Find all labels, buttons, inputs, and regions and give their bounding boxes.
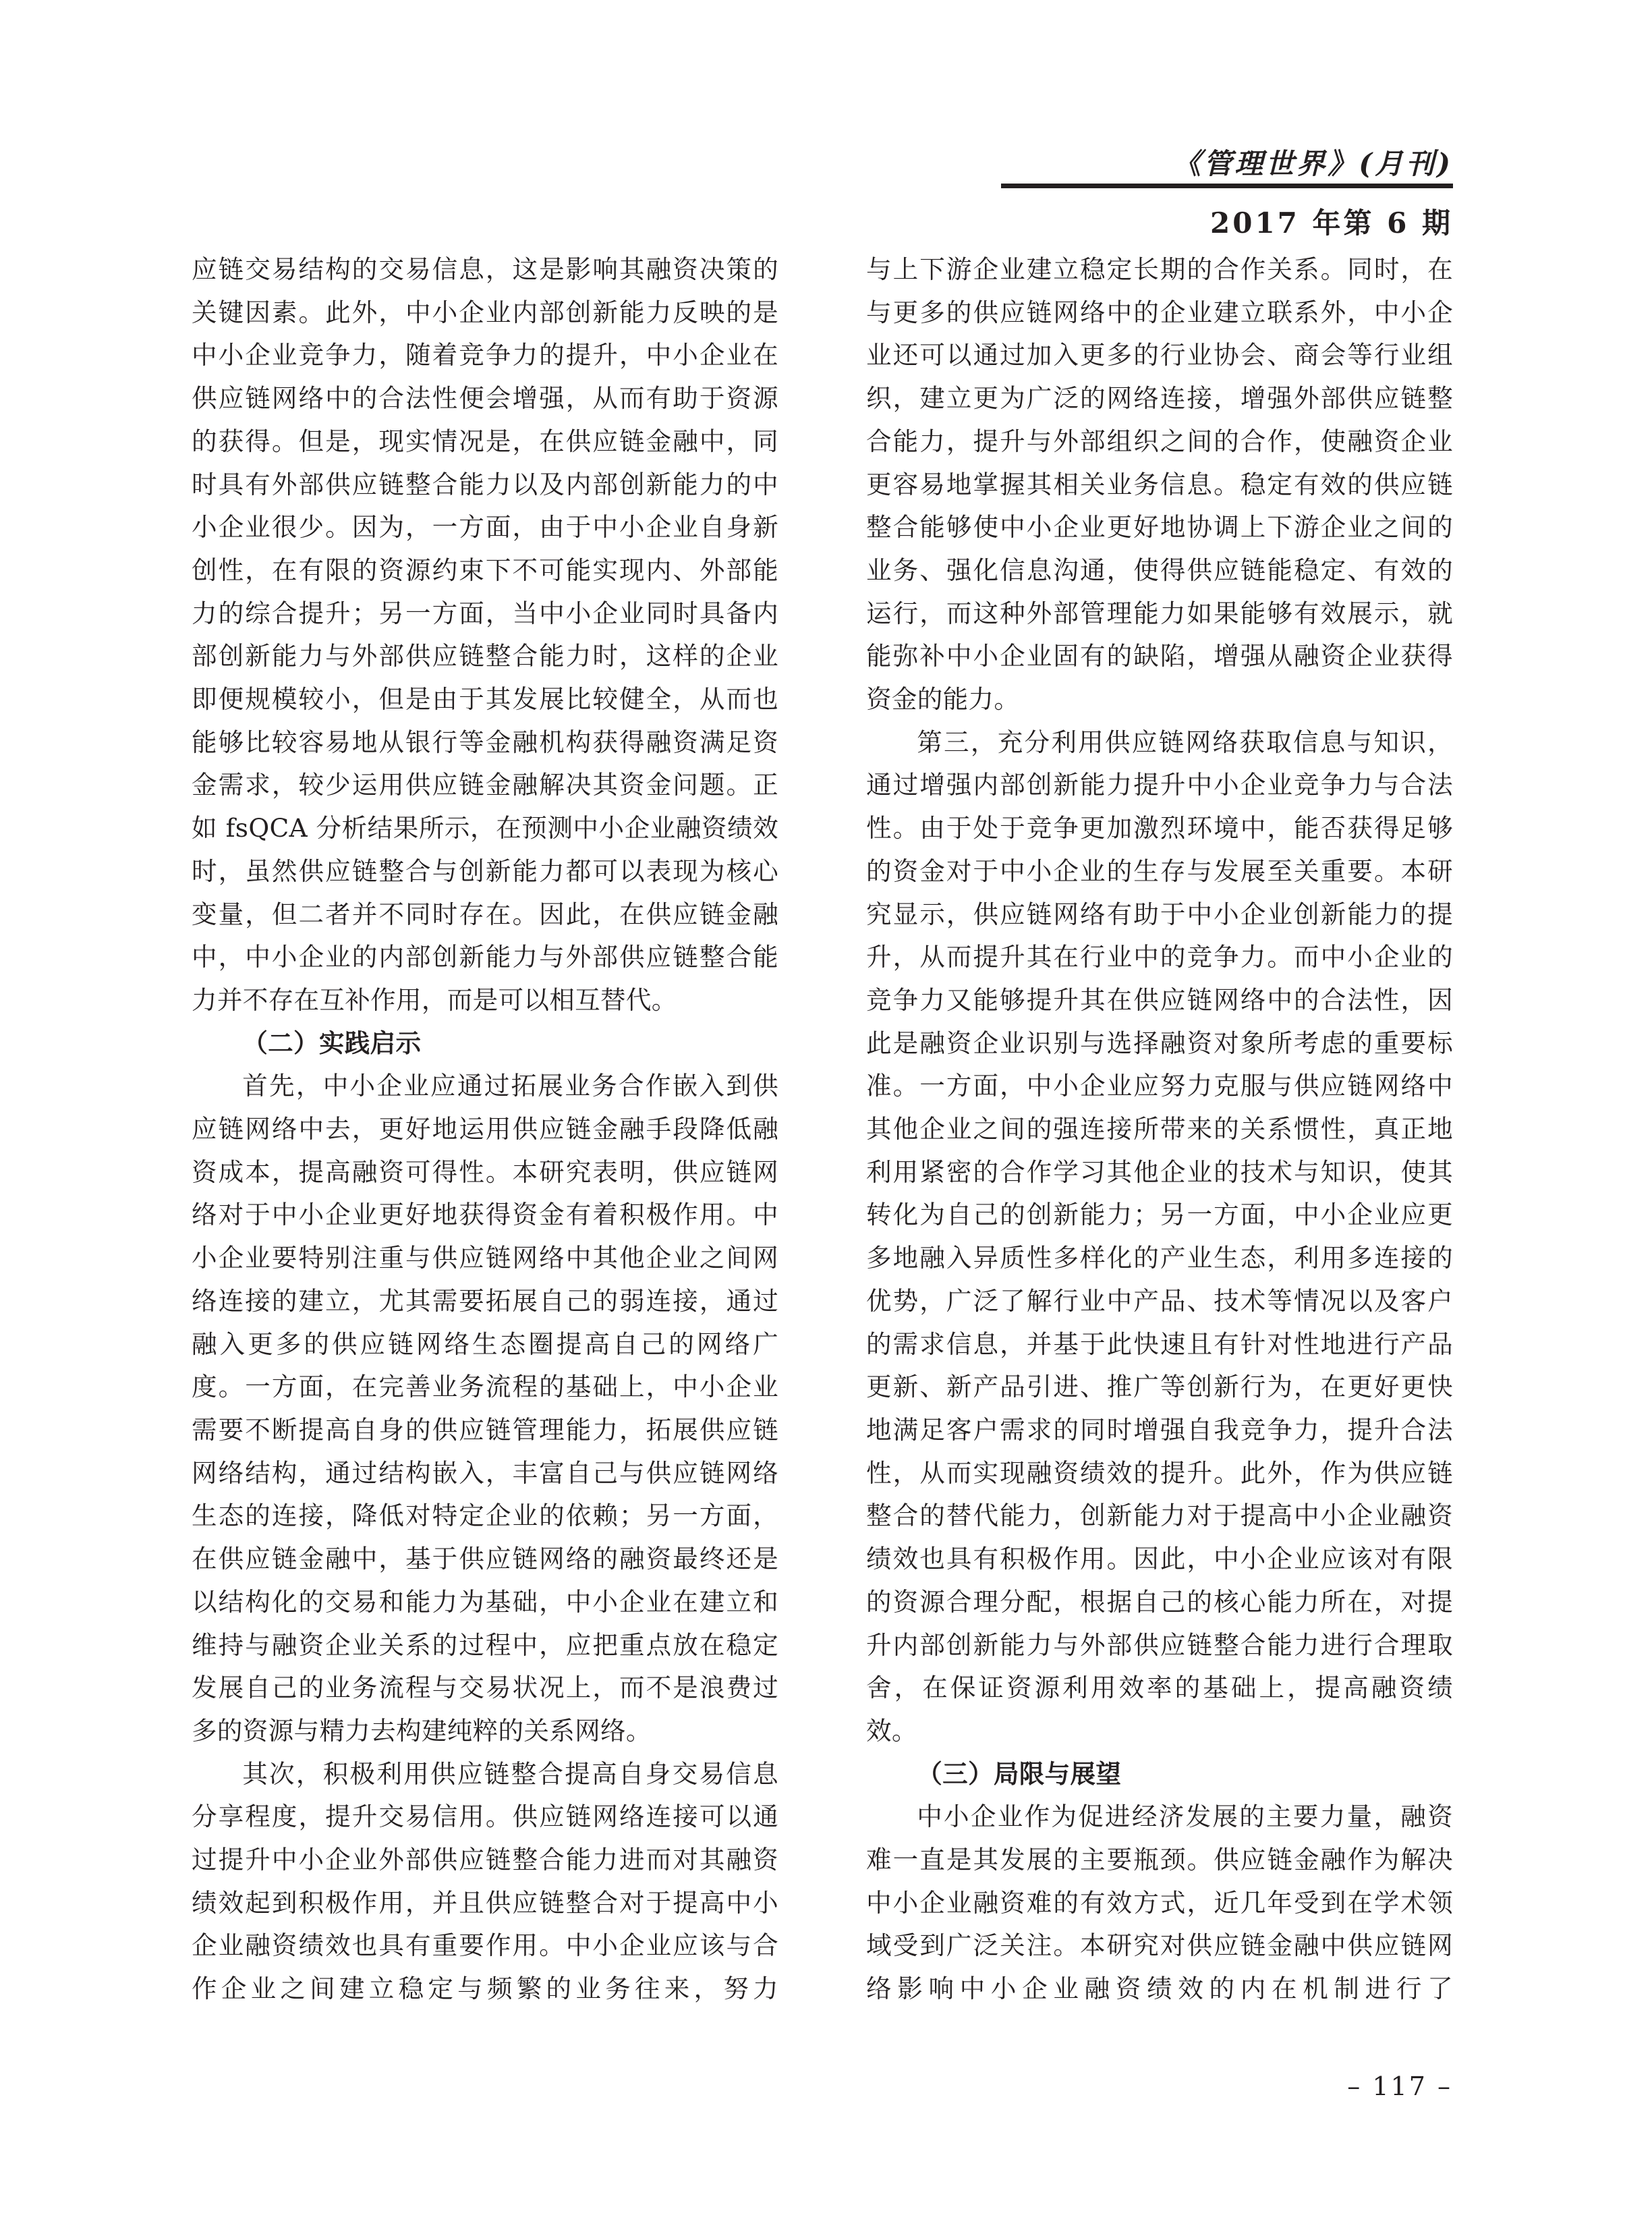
paragraph: 第三，充分利用供应链网络获取信息与知识，通过增强内部创新能力提升中小企业竞争力与合法性。由于处于竞争更加激烈环境中，能否获得足够的资金对于中小企业的生存与发展至关重要。本研究显示，供应链网络有助于中小企业创新能力的提升，从而提升其在行业中的竞争力。而中小企业的竞争力又能够提升其在供应链网络中的合法性，因此是融资企业识别与选择融资对象所考虑的重要标准。一方面，中小企业应努力克服与供应链网络中其他企业之间的强连接所带来的关系惯性，真正地利用紧密的合作学习其他企业的技术与知识，使其转化为自己的创新能力；另一方面，中小企业应更多地融入异质性多样化的产业生态，利用多连接的优势，广泛了解行业中产品、技术等情况以及客户的需求信息，并基于此快速且有针对性地进行产品更新、新产品引进、推广等创新行为，在更好更快地满足客户需求的同时增强自我竞争力，提升合法性，从而实现融资绩效的提升。此外，作为供应链整合的替代能力，创新能力对于提高中小企业融资绩效也具有积极作用。因此，中小企业应该对有限的资源合理分配，根据自己的核心能力所在，对提升内部创新能力与外部供应链整合能力进行合理取舍，在保证资源利用效率的基础上，提高融资绩效。 [866, 727, 1453, 1746]
left-column [192, 248, 778, 2011]
paragraph: 应链交易结构的交易信息，这是影响其融资决策的关键因素。此外，中小企业内部创新能力反映的是中小企业竞争力，随着竞争力的提升，中小企业在供应链网络中的合法性便会增强，从而有助于资源的获得。但是，现实情况是，在供应链金融中，同时具有外部供应链整合能力以及内部创新能力的中小企业很少。因为，一方面，由于中小企业自身新创性，在有限的资源约束下不可能实现内、外部能力的综合提升；另一方面，当中小企业同时具备内部创新能力与外部供应链整合能力时，这样的企业即便规模较小，但是由于其发展比较健全，从而也能够比较容易地从银行等金融机构获得融资满足资金需求，较少运用供应链金融解决其资金问题。正如 fsQCA 分析结果所示，在预测中小企业融资绩效时，虽然供应链整合与创新能力都可以表现为核心变量，但二者并不同时存在。因此，在供应链金融中，中小企业的内部创新能力与外部供应链整合能力并不存在互补作用，而是可以相互替代。 [192, 254, 778, 1015]
paragraph: 首先，中小企业应通过拓展业务合作嵌入到供应链网络中去，更好地运用供应链金融手段降低融资成本，提高融资可得性。本研究表明，供应链网络对于中小企业更好地获得资金有着积极作用。中小企业要特别注重与供应链网络中其他企业之间网络连接的建立，尤其需要拓展自己的弱连接，通过融入更多的供应链网络生态圈提高自己的网络广度。一方面，在完善业务流程的基础上，中小企业需要不断提高自身的供应链管理能力，拓展供应链网络结构，通过结构嵌入，丰富自己与供应链网络生态的连接，降低对特定企业的依赖；另一方面，在供应链金融中，基于供应链网络的融资最终还是以结构化的交易和能力为基础，中小企业在建立和维持与融资企业关系的过程中，应把重点放在稳定发展自己的业务流程与交易状况上，而不是浪费过多的资源与精力去构建纯粹的关系网络。 [192, 1071, 778, 1746]
section-heading: （三）局限与展望 [917, 1758, 1122, 1789]
header-rule [1001, 184, 1453, 188]
paragraph: 与上下游企业建立稳定长期的合作关系。同时，在与更多的供应链网络中的企业建立联系外，中小企业还可以通过加入更多的行业协会、商会等行业组织，建立更为广泛的网络连接，增强外部供应链整合能力，提升与外部组织之间的合作，使融资企业更容易地掌握其相关业务信息。稳定有效的供应链整合能够使中小企业更好地协调上下游企业之间的业务、强化信息沟通，使得供应链能稳定、有效的运行，而这种外部管理能力如果能够有效展示，就能弥补中小企业固有的缺陷，增强从融资企业获得资金的能力。 [866, 254, 1453, 715]
section-heading: （二）实践启示 [242, 1028, 422, 1058]
paragraph: 中小企业作为促进经济发展的主要力量，融资难一直是其发展的主要瓶颈。供应链金融作为解决中小企业融资难的有效方式，近几年受到在学术领域受到广泛关注。本研究对供应链金融中供应链网络影响中小企业融资绩效的内在机制进行了 [866, 1802, 1453, 2004]
journal-title: 《管理世界》(月刊) [1172, 147, 1453, 180]
paragraph: 其次，积极利用供应链整合提高自身交易信息分享程度，提升交易信用。供应链网络连接可以通过提升中小企业外部供应链整合能力进而对其融资绩效起到积极作用，并且供应链整合对于提高中小企业融资绩效也具有重要作用。中小企业应该与合作企业之间建立稳定与频繁的业务往来，努力 [192, 1758, 778, 2004]
right-column [866, 248, 1453, 2011]
issue-label: 2017 年第 6 期 [1210, 206, 1453, 240]
page-number: – 117 – [1347, 2071, 1452, 2101]
